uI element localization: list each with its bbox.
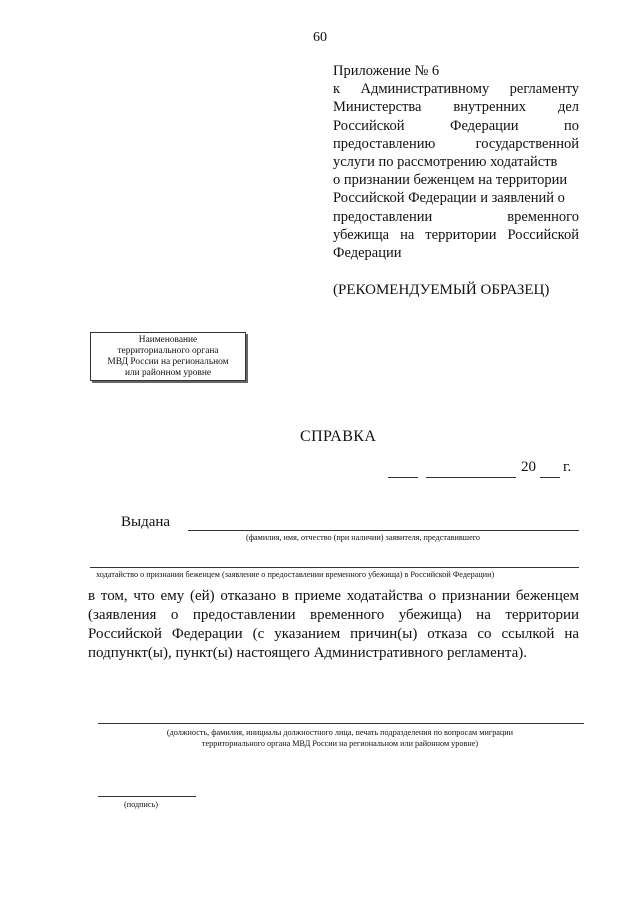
appendix-line: Российской Федерации по <box>333 117 579 134</box>
date-year-line <box>540 477 560 478</box>
date-month-line <box>426 477 516 478</box>
org-box-line: или районном уровне <box>124 367 212 378</box>
appendix-line: предоставлению государственной <box>333 135 579 152</box>
org-box-line: Наименование <box>138 334 198 345</box>
official-line <box>98 723 584 724</box>
org-box-line: территориального органа <box>117 345 219 356</box>
applicant-caption-line2: ходатайство о признании беженцем (заявление о предоставлении временного убежища) в Российской Федерации) <box>96 570 495 579</box>
body-line: (заявления о предоставлении временного убежища) на территории <box>88 607 579 623</box>
issued-label: Выдана <box>121 514 171 530</box>
official-caption-line1: (должность, фамилия, инициалы должностного лица, печать подразделения по вопросам миграции <box>166 728 514 737</box>
appendix-line: Министерства внутренних дел <box>333 99 579 116</box>
document-title: СПРАВКА <box>300 428 377 445</box>
applicant-name-line <box>188 530 579 531</box>
appendix-heading <box>333 62 579 262</box>
appendix-line: услуги по рассмотрению ходатайств <box>333 154 558 171</box>
signature-caption: (подпись) <box>124 800 158 809</box>
org-box-line: МВД России на региональном <box>107 356 229 367</box>
appendix-line: Приложение № 6 <box>333 63 440 79</box>
date-year-suffix: г. <box>563 459 572 475</box>
appendix-line: к Административному регламенту <box>333 81 579 98</box>
appendix-line: Российской Федерации и заявлений о <box>333 190 565 207</box>
date-day-line <box>388 477 418 478</box>
official-caption <box>100 727 580 749</box>
appendix-line: Федерации <box>333 245 402 262</box>
sample-label: (РЕКОМЕНДУЕМЫЙ ОБРАЗЕЦ) <box>333 282 550 298</box>
body-line: в том, что ему (ей) отказано в приеме ходатайства о признании беженцем <box>88 588 579 604</box>
appendix-line: предоставлении временного <box>333 208 579 225</box>
organization-name-box <box>90 332 246 381</box>
body-text <box>88 587 579 663</box>
applicant-name-line-2 <box>90 567 579 568</box>
official-caption-line2: территориального органа МВД России на региональном или районном уровне) <box>201 739 479 748</box>
appendix-line: о признании беженцем на территории <box>333 172 568 189</box>
body-line: подпункт(ы), пункт(ы) настоящего Административного регламента). <box>88 645 527 661</box>
signature-line <box>98 796 196 797</box>
page-number: 60 <box>313 30 327 45</box>
appendix-line: убежища на территории Российской <box>333 226 579 243</box>
body-line: Российской Федерации (с указанием причин(ы) отказа со ссылкой на <box>88 626 579 642</box>
date-year-prefix: 20 <box>521 459 536 475</box>
applicant-caption-line1: (фамилия, имя, отчество (при наличии) заявителя, представившего <box>246 533 480 542</box>
